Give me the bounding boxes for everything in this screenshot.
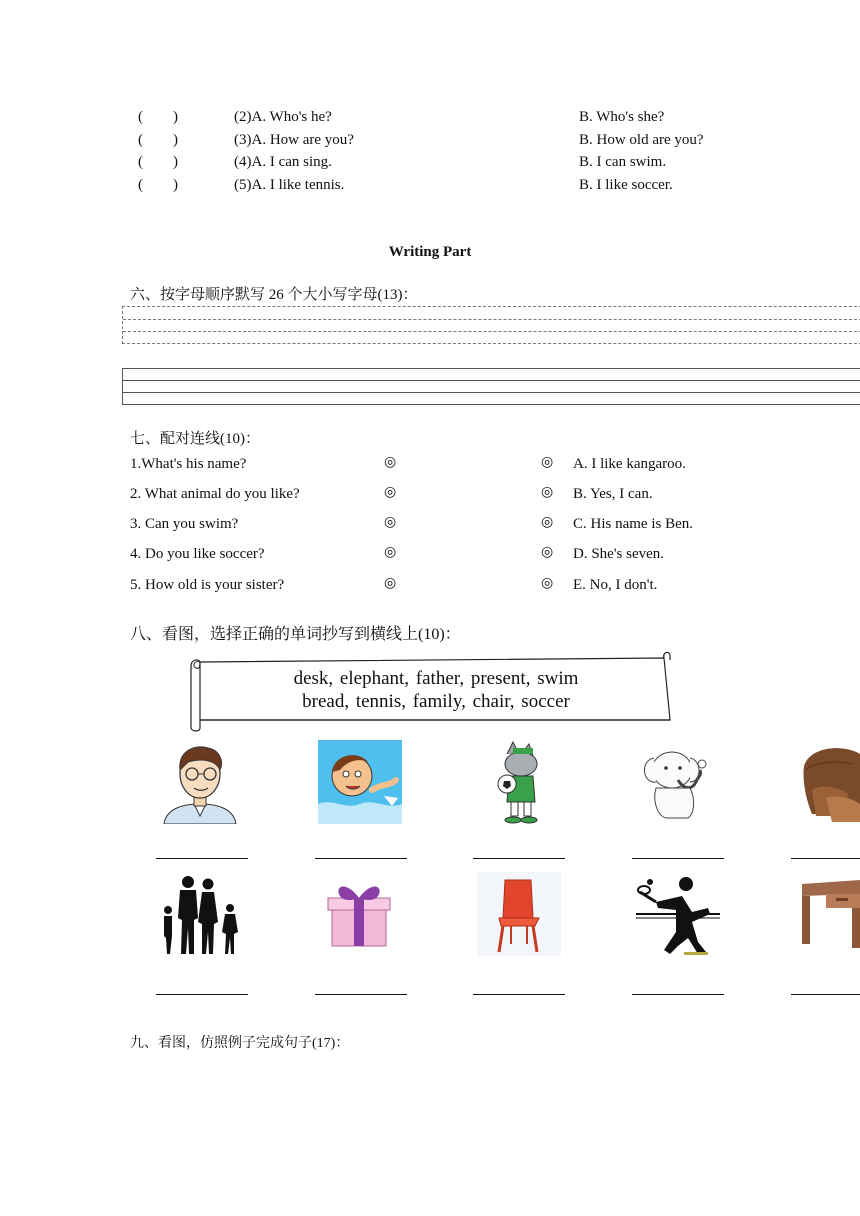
option-a: (3)A. How are you? bbox=[234, 132, 354, 148]
right-match-dot[interactable]: ◎ bbox=[541, 544, 554, 560]
match-answer: A. I like kangaroo. bbox=[573, 456, 686, 472]
left-match-dot[interactable]: ◎ bbox=[384, 454, 397, 470]
chair-picture bbox=[477, 872, 561, 956]
answer-blank[interactable] bbox=[473, 858, 565, 859]
answer-blank[interactable] bbox=[632, 994, 724, 995]
answer-blank[interactable] bbox=[315, 994, 407, 995]
question-row bbox=[0, 108, 860, 130]
match-row bbox=[0, 485, 860, 507]
option-a: (5)A. I like tennis. bbox=[234, 177, 345, 193]
family-picture bbox=[158, 872, 242, 956]
father-picture bbox=[158, 740, 242, 824]
option-b: B. I like soccer. bbox=[579, 177, 673, 193]
section-6-heading: 六、按字母顺序默写 26 个大小写字母(13)： bbox=[130, 287, 418, 303]
option-a: (4)A. I can sing. bbox=[234, 154, 332, 170]
answer-bracket[interactable]: ( ) bbox=[138, 154, 178, 170]
match-answer: D. She's seven. bbox=[573, 546, 665, 562]
tennis-player-picture bbox=[636, 872, 720, 956]
option-a: (2)A. Who's he? bbox=[234, 109, 332, 125]
match-question: 3. Can you swim? bbox=[130, 516, 239, 532]
left-match-dot[interactable]: ◎ bbox=[384, 514, 397, 530]
bread-picture bbox=[796, 740, 860, 824]
question-row bbox=[0, 131, 860, 153]
left-match-dot[interactable]: ◎ bbox=[384, 575, 397, 591]
match-row bbox=[0, 576, 860, 598]
match-answer: E. No, I don't. bbox=[573, 577, 658, 593]
swimming-boy-picture bbox=[318, 740, 402, 824]
present-picture bbox=[318, 872, 402, 956]
match-question: 1.What's his name? bbox=[130, 456, 247, 472]
word-bank-line-1: desk, elephant, father, present, swim bbox=[293, 668, 579, 689]
match-answer: B. Yes, I can. bbox=[573, 486, 653, 502]
left-match-dot[interactable]: ◎ bbox=[384, 544, 397, 560]
answer-blank[interactable] bbox=[632, 858, 724, 859]
right-match-dot[interactable]: ◎ bbox=[541, 454, 554, 470]
section-8-heading: 八、看图，选择正确的单词抄写到横线上(10)： bbox=[130, 626, 461, 643]
left-match-dot[interactable]: ◎ bbox=[384, 484, 397, 500]
answer-blank[interactable] bbox=[791, 858, 860, 859]
question-row bbox=[0, 176, 860, 198]
answer-bracket[interactable]: ( ) bbox=[138, 177, 178, 193]
option-b: B. Who's she? bbox=[579, 109, 665, 125]
answer-bracket[interactable]: ( ) bbox=[138, 132, 178, 148]
match-row bbox=[0, 515, 860, 537]
desk-picture bbox=[796, 872, 860, 956]
section-7-heading: 七、配对连线(10)： bbox=[130, 431, 260, 447]
match-question: 4. Do you like soccer? bbox=[130, 546, 265, 562]
match-question: 2. What animal do you like? bbox=[130, 486, 300, 502]
right-match-dot[interactable]: ◎ bbox=[541, 514, 554, 530]
answer-blank[interactable] bbox=[156, 858, 248, 859]
writing-part-title: Writing Part bbox=[388, 244, 472, 260]
word-bank-line-2: bread, tennis, family, chair, soccer bbox=[302, 691, 570, 712]
elephant-picture bbox=[636, 740, 720, 824]
match-question: 5. How old is your sister? bbox=[130, 577, 285, 593]
dotted-writing-lines[interactable] bbox=[122, 306, 860, 344]
option-b: B. How old are you? bbox=[579, 132, 704, 148]
solid-writing-lines[interactable] bbox=[122, 368, 860, 405]
answer-blank[interactable] bbox=[791, 994, 860, 995]
match-answer: C. His name is Ben. bbox=[573, 516, 693, 532]
match-row bbox=[0, 455, 860, 477]
option-b: B. I can swim. bbox=[579, 154, 667, 170]
section-9-heading: 九、看图，仿照例子完成句子(17)： bbox=[130, 1036, 350, 1051]
right-match-dot[interactable]: ◎ bbox=[541, 484, 554, 500]
soccer-wolf-picture bbox=[477, 740, 561, 824]
answer-blank[interactable] bbox=[315, 858, 407, 859]
question-row bbox=[0, 153, 860, 175]
answer-bracket[interactable]: ( ) bbox=[138, 109, 178, 125]
right-match-dot[interactable]: ◎ bbox=[541, 575, 554, 591]
answer-blank[interactable] bbox=[473, 994, 565, 995]
match-row bbox=[0, 545, 860, 567]
word-bank-scroll bbox=[186, 650, 672, 732]
answer-blank[interactable] bbox=[156, 994, 248, 995]
